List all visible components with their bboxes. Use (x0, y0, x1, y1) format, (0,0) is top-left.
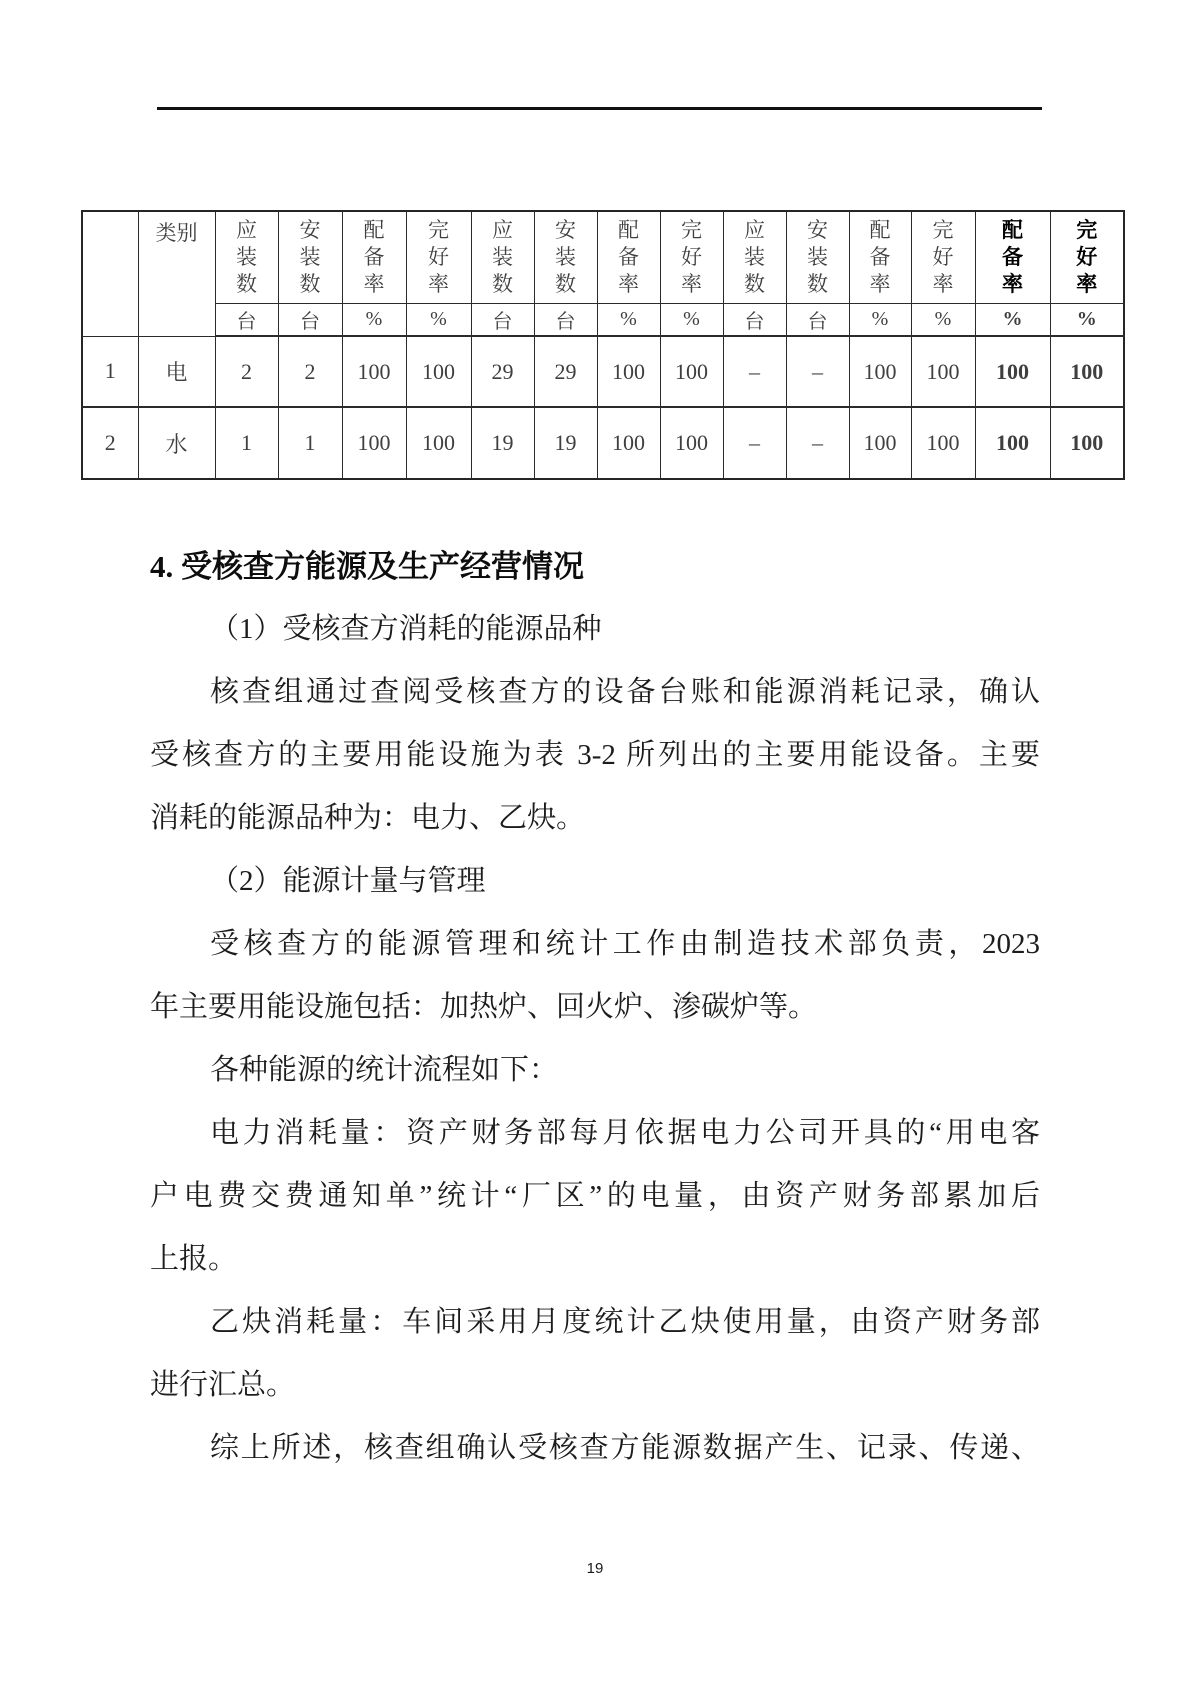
table-header-cell: 配备率 (975, 211, 1050, 303)
table-data-cell: – (723, 336, 786, 407)
table-data-cell: 100 (406, 336, 471, 407)
table-data-cell: 100 (660, 407, 723, 479)
table-data-cell: 1 (82, 336, 138, 407)
text-line: 核查组通过查阅受核查方的设备台账和能源消耗记录，确认 (210, 676, 1040, 708)
table-data-cell: 100 (975, 407, 1050, 479)
table-unit-cell: 台 (278, 303, 342, 336)
table-data-cell: 100 (911, 407, 975, 479)
page-header-divider (157, 107, 1042, 110)
table-data-cell: 100 (1050, 336, 1124, 407)
table-unit-cell: % (975, 303, 1050, 336)
table-data-cell: 100 (849, 407, 911, 479)
table-data-cell: 2 (215, 336, 278, 407)
table-data-cell: 19 (471, 407, 534, 479)
table-unit-cell: 台 (723, 303, 786, 336)
text-line: 电力消耗量：资产财务部每月依据电力公司开具的“用电客 (210, 1117, 1040, 1149)
table-header-cell: 完好率 (911, 211, 975, 303)
table-data-cell: 29 (534, 336, 597, 407)
table-unit-row (82, 303, 1124, 336)
text-line: 进行汇总。 (150, 1369, 296, 1401)
table-data-cell: 100 (660, 336, 723, 407)
table-data-cell: 电 (138, 336, 215, 407)
table-data-cell: 100 (911, 336, 975, 407)
table-data-cell: 19 (534, 407, 597, 479)
table-data-cell: 100 (342, 336, 406, 407)
table-unit-cell: % (911, 303, 975, 336)
table-unit-cell: 台 (534, 303, 597, 336)
table-data-cell: 100 (406, 407, 471, 479)
table-row (82, 336, 1124, 407)
table-header-cell: 应装数 (215, 211, 278, 303)
text-line: 户电费交费通知单”统计“厂区”的电量，由资产财务部累加后 (150, 1180, 1040, 1212)
table-header-cell: 应装数 (723, 211, 786, 303)
table-data-cell: 2 (82, 407, 138, 479)
table-data-cell: 100 (597, 407, 660, 479)
table-data-cell: 1 (215, 407, 278, 479)
table-header-cell: 安装数 (786, 211, 849, 303)
text-line: 消耗的能源品种为：电力、乙炔。 (150, 802, 586, 834)
text-line: 年主要用能设施包括：加热炉、回火炉、渗碳炉等。 (150, 991, 818, 1023)
table-header-cell: 安装数 (534, 211, 597, 303)
table-unit-cell: 台 (786, 303, 849, 336)
table-header-cell: 安装数 (278, 211, 342, 303)
table-data-cell: 29 (471, 336, 534, 407)
table-data-cell: 100 (597, 336, 660, 407)
text-line: 受核查方的主要用能设施为表 3-2 所列出的主要用能设备。主要 (150, 739, 1040, 771)
table-header-cell: 完好率 (660, 211, 723, 303)
table-unit-cell: % (597, 303, 660, 336)
table-header-cell: 应装数 (471, 211, 534, 303)
table-data-cell: 100 (975, 336, 1050, 407)
text-line: 乙炔消耗量：车间采用月度统计乙炔使用量，由资产财务部 (210, 1306, 1040, 1338)
table-header-cell: 完好率 (406, 211, 471, 303)
table-unit-cell: % (660, 303, 723, 336)
table-unit-cell: % (342, 303, 406, 336)
text-line: 受核查方的能源管理和统计工作由制造技术部负责，2023 (210, 928, 1040, 960)
table-header-row (82, 211, 1124, 303)
text-line: 各种能源的统计流程如下： (210, 1054, 559, 1086)
text-line: 综上所述，核查组确认受核查方能源数据产生、记录、传递、 (210, 1432, 1040, 1464)
table-unit-cell: % (849, 303, 911, 336)
table-data-cell: 100 (342, 407, 406, 479)
table-unit-cell: % (406, 303, 471, 336)
table-row (82, 407, 1124, 479)
table-header-cell: 配备率 (597, 211, 660, 303)
section-body (150, 535, 1040, 1480)
table-data-cell: 1 (278, 407, 342, 479)
table-unit-cell: 台 (215, 303, 278, 336)
table-unit-cell: 台 (471, 303, 534, 336)
section-heading: 4. 受核查方能源及生产经营情况 (150, 549, 584, 584)
table-header-cell: 完好率 (1050, 211, 1124, 303)
table-data-cell: 水 (138, 407, 215, 479)
equipment-meter-table (81, 210, 1125, 480)
table-unit-cell: % (1050, 303, 1124, 336)
text-line: 上报。 (150, 1243, 238, 1275)
table-data-cell: 2 (278, 336, 342, 407)
page-number: 19 (586, 1560, 604, 1577)
table-data-cell: 100 (849, 336, 911, 407)
table-header-cell: 配备率 (849, 211, 911, 303)
table-data-cell: – (786, 407, 849, 479)
text-line: （1）受核查方消耗的能源品种 (210, 613, 602, 645)
table-header-cell: 配备率 (342, 211, 406, 303)
table-data-cell: 100 (1050, 407, 1124, 479)
table-header-cell (82, 211, 138, 336)
table-data-cell: – (723, 407, 786, 479)
text-line: （2）能源计量与管理 (210, 865, 486, 897)
table-header-cell: 类别 (138, 211, 215, 336)
table-data-cell: – (786, 336, 849, 407)
